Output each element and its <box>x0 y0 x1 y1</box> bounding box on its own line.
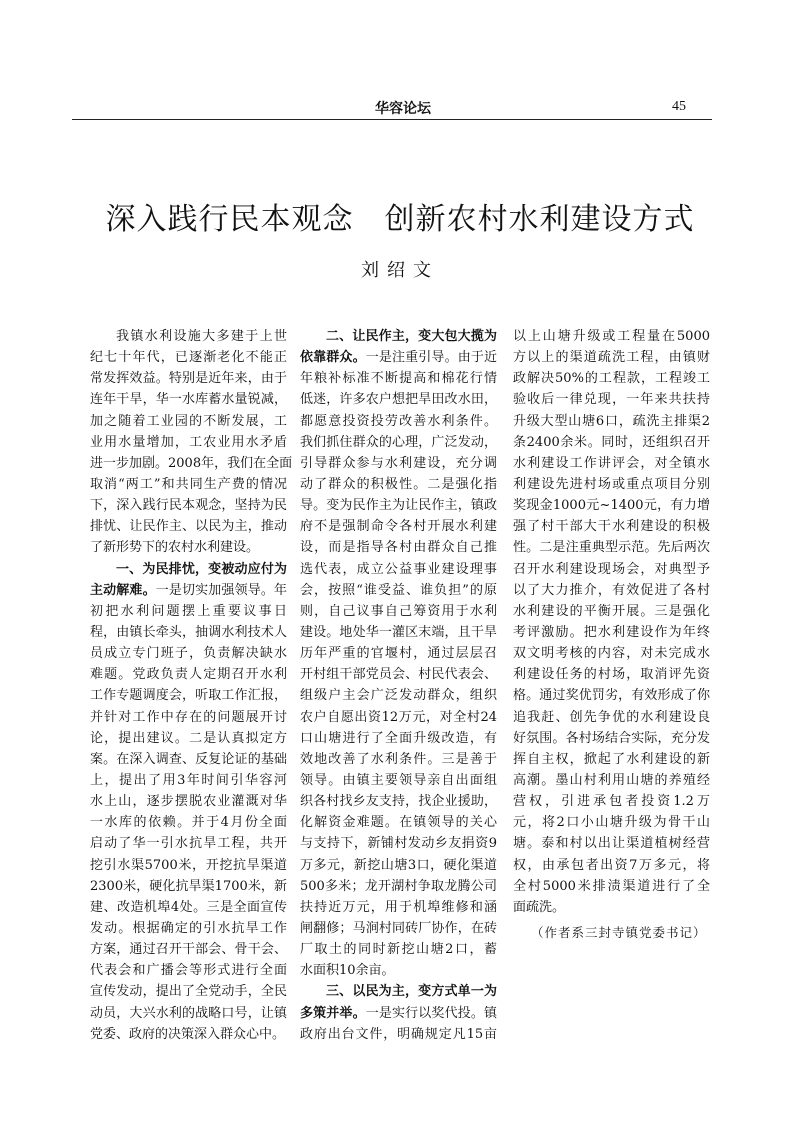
text-line: 方案，通过召开干部会、骨干会、 <box>90 942 287 958</box>
text-line: 组级户主会广泛发动群众，组织 <box>300 688 497 704</box>
section-heading: 一、为民排忧，变被动应付为 <box>116 561 287 577</box>
text-line: 主动解难。一是切实加强领导。年 <box>90 582 287 598</box>
text-line: 我们抓住群众的心理，广泛发动， <box>300 434 497 450</box>
text-line: 领导。由镇主要领导亲自出面组 <box>300 772 497 788</box>
running-header-section: 华容论坛 <box>375 101 431 117</box>
text-line: 并针对工作中存在的问题展开讨 <box>90 709 287 725</box>
text-line: 塘。泰和村以出让渠道植树经营 <box>513 836 710 852</box>
text-line: 动了群众的积极性。二是强化指 <box>300 476 497 492</box>
text-line: 导。变为民作主为让民作主，镇政 <box>300 498 497 514</box>
text-line: 格。通过奖优罚劣，有效形成了你 <box>513 688 710 704</box>
text-line: 初把水利问题摆上重要议事日 <box>90 603 287 619</box>
text-line: 强了村干部大干水利建设的积极 <box>513 519 710 535</box>
text-line: 纪七十年代，已逐渐老化不能正 <box>90 350 287 366</box>
text-line: 500多米；龙开湖村争取龙腾公司 <box>300 878 497 894</box>
text-line: 历年严重的官堰村，通过层层召 <box>300 646 497 662</box>
text-line: 常发挥效益。特别是近年来，由于 <box>90 371 287 387</box>
paragraph <box>90 559 287 1045</box>
paragraph <box>90 326 293 559</box>
text-line: 府不是强制命令各村开展水利建 <box>300 519 497 535</box>
text-line: 启动了华一引水抗旱工程，共开 <box>90 836 287 852</box>
text-line: 升级大型山塘6口，疏洗主排渠2 <box>513 413 710 429</box>
text-line: 农户自愿出资12万元，对全村24 <box>300 709 497 725</box>
text-line: 水上山，逐步摆脱农业灌溉对华 <box>90 794 287 810</box>
text-line: 奖现金1000元~1400元，有力增 <box>513 498 710 514</box>
text-line: 召开水利建设现场会，对典型予 <box>513 561 710 577</box>
text-line: 下，深入践行民本观念，坚持为民 <box>90 498 287 514</box>
text-line: 依靠群众。一是注重引导。由于近 <box>300 350 497 366</box>
text-line: 了新形势下的农村水利建设。 <box>90 540 260 556</box>
section-heading: 主动解难。 <box>90 582 156 598</box>
text-line: 权，由承包者出资7万多元，将 <box>513 857 710 873</box>
section-heading: 多策并举。 <box>300 1005 366 1021</box>
text-line: 水面积10余亩。 <box>300 963 395 979</box>
page-number: 45 <box>672 99 686 114</box>
text-line: 双文明考核的内容，对未完成水 <box>513 646 710 662</box>
text-line: 方以上的渠道疏洗工程，由镇财 <box>513 350 710 366</box>
text-line: 追我赶、创先争优的水利建设良 <box>513 709 710 725</box>
text-line: 以了大力推介，有效促进了各村 <box>513 582 710 598</box>
text-line: 考评激励。把水利建设作为年终 <box>513 624 710 640</box>
paragraph <box>513 326 710 918</box>
article-title: 深入践行民本观念 创新农村水利建设方式 <box>105 202 695 237</box>
text-line: 开村组干部党员会、村民代表会、 <box>300 667 497 683</box>
text-line: 引导群众参与水利建设，充分调 <box>300 455 497 471</box>
text-line: 水利建设的平衡开展。三是强化 <box>513 603 710 619</box>
text-line: 政解决50%的工程款，工程竣工 <box>513 371 710 387</box>
text-line: 取消“两工”和共同生产费的情况 <box>90 476 287 492</box>
article-author: 刘绍文 <box>361 260 439 281</box>
text-line: 扶持近万元，用于机埠维修和涵 <box>300 899 497 915</box>
text-line: 好氛围。各村场结合实际，充分发 <box>513 730 710 746</box>
text-line: 连年干旱，华一水库蓄水量锐减， <box>90 392 287 408</box>
section-heading: 二、让民作主，变大包大揽为 <box>326 329 497 344</box>
text-line: 元，将2口小山塘升级为骨干山 <box>513 815 710 831</box>
text-line: 织各村找乡友支持，找企业援助， <box>300 794 497 810</box>
text-line: 厂取土的同时新挖山塘2口，蓄 <box>300 942 497 958</box>
text-line <box>300 981 497 1002</box>
article-column-3 <box>513 326 710 943</box>
paragraph <box>300 326 497 981</box>
text-line: 发动。根据确定的引水抗旱工作 <box>90 920 287 936</box>
text-line: 水利建设工作讲评会，对全镇水 <box>513 455 710 471</box>
text-line: 建设。地处华一灌区末端，且干旱 <box>300 624 497 640</box>
text-line: 面疏洗。 <box>513 899 566 915</box>
text-line: 进一步加剧。2008年，我们在全面 <box>90 455 293 471</box>
text-line: 利建设先进村场或重点项目分别 <box>513 476 710 492</box>
text-line: 设，而是指导各村由群众自己推 <box>300 540 497 556</box>
text-line: 建、改造机埠4处。三是全面宣传 <box>90 899 287 915</box>
text-line <box>300 326 497 347</box>
text-line: 高潮。墨山村利用山塘的养殖经 <box>513 772 710 788</box>
author-affiliation: （作者系三封寺镇党委书记） <box>531 924 707 940</box>
text-line: 闸翻修；马涧村同砖厂协作，在砖 <box>300 920 497 936</box>
text-line: 营权，引进承包者投资1.2万 <box>513 794 710 810</box>
text-line: 论，提出建议。二是认真拟定方 <box>90 730 287 746</box>
text-line: 验收后一律兑现，一年来共扶持 <box>513 392 710 408</box>
text-line: 2300米，硬化抗旱渠1700米，新 <box>90 878 287 894</box>
header-rule <box>72 119 712 120</box>
text-line: 都愿意投资投劳改善水利条件。 <box>300 413 497 429</box>
text-line: 利建设任务的村场，取消评先资 <box>513 667 710 683</box>
text-line <box>90 559 287 580</box>
text-line: 性。二是注重典型示范。先后两次 <box>513 540 710 556</box>
text-line: 一水库的依赖。并于4月份全面 <box>90 815 287 831</box>
text-line: 加之随着工业园的不断发展，工 <box>90 413 287 429</box>
text-line: 代表会和广播会等形式进行全面 <box>90 963 287 979</box>
paragraph <box>300 981 497 1044</box>
text-line: 口山塘进行了全面升级改造，有 <box>300 730 497 746</box>
text-line: 动员，大兴水利的战略口号，让镇 <box>90 1005 287 1021</box>
article-column-2 <box>300 326 497 1045</box>
text-line: 程，由镇长牵头，抽调水利技术人 <box>90 624 287 640</box>
text-line: 政府出台文件，明确规定凡15亩 <box>300 1026 497 1042</box>
text-line: 效地改善了水利条件。三是善于 <box>300 751 497 767</box>
text-line: 条2400余米。同时，还组织召开 <box>513 434 710 450</box>
text-line: 挥自主权，掀起了水利建设的新 <box>513 751 710 767</box>
text-line: 万多元，新挖山塘3口，硬化渠道 <box>300 857 497 873</box>
text-line: 难题。党政负责人定期召开水利 <box>90 667 287 683</box>
text-line: 年粮补标准不断提高和棉花行情 <box>300 371 497 387</box>
section-heading: 三、以民为主，变方式单一为 <box>326 984 497 1000</box>
text-line: 上，提出了用3年时间引华容河 <box>90 772 287 788</box>
text-line: 低迷，许多农户想把旱田改水田， <box>300 392 497 408</box>
text-line: 案。在深入调查、反复论证的基础 <box>90 751 287 767</box>
text-line: 以上山塘升级或工程量在5000 <box>513 329 710 344</box>
article-column-1 <box>90 326 293 1045</box>
text-line: 员成立专门班子，负责解决缺水 <box>90 646 287 662</box>
text-line: 会，按照“谁受益、谁负担”的原 <box>300 582 497 598</box>
text-line: 工作专题调度会，听取工作汇报， <box>90 688 287 704</box>
text-line: 我镇水利设施大多建于上世 <box>116 329 287 344</box>
text-line: 挖引水渠5700米，开挖抗旱渠道 <box>90 857 287 873</box>
text-line: 选代表，成立公益事业建设理事 <box>300 561 497 577</box>
text-line: 党委、政府的决策深入群众心中。 <box>90 1026 286 1042</box>
text-line: 业用水量增加，工农业用水矛盾 <box>90 434 287 450</box>
text-line: 则，自己议事自己筹资用于水利 <box>300 603 497 619</box>
text-line: 排忧、让民作主、以民为主，推动 <box>90 519 287 535</box>
text-line: 化解资金难题。在镇领导的关心 <box>300 815 497 831</box>
text-line: 多策并举。一是实行以奖代投。镇 <box>300 1005 497 1021</box>
section-heading: 依靠群众。 <box>300 350 366 366</box>
text-line: 宣传发动，提出了全党动手，全民 <box>90 984 287 1000</box>
text-line: 全村5000米排渍渠道进行了全 <box>513 878 710 894</box>
text-line: 与支持下，新铺村发动乡友捐资9 <box>300 836 497 852</box>
